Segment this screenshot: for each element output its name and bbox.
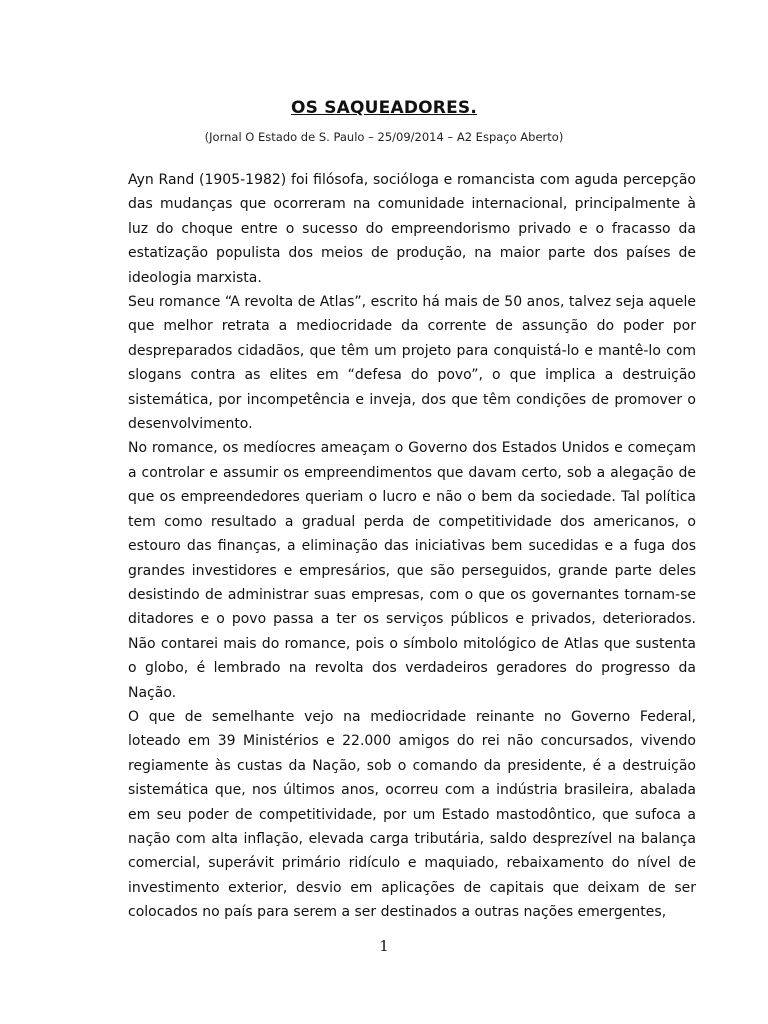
paragraph-2: Seu romance “A revolta de Atlas”, escrito há mais de 50 anos, talvez seja aquele que melhor retrata a mediocridade da corrente de assunção do poder por despreparados cidadãos, que têm um projeto para conquistá-lo e mantê-lo com slogans contra as elites em “defesa do povo”, o que implica a destruição sistemática, por incompetência e inveja, dos que têm condições de promover o desenvolvimento. [128, 294, 696, 433]
paragraph-3: No romance, os medíocres ameaçam o Governo dos Estados Unidos e começam a controlar e assumir os empreendimentos que davam certo, sob a alegação de que os empreendedores queriam o lucro e não o bem da sociedade. Tal política tem como resultado a gradual perda de competitividade dos americanos, o estouro das finanças, a eliminação das iniciativas bem sucedidas e a fuga dos grandes investidores e empresários, que são perseguidos, grande parte deles desistindo de administrar suas empresas, com o que os governantes tornam-se ditadores e o povo passa a ter os serviços públicos e privados, deteriorados. Não contarei mais do romance, pois o símbolo mitológico de Atlas que sustenta o globo, é lembrado na revolta dos verdadeiros geradores do progresso da Nação. [128, 440, 696, 701]
document-body [128, 168, 696, 925]
page-number: 1 [379, 937, 389, 955]
paragraph-1: Ayn Rand (1905-1982) foi filósofa, socióloga e romancista com aguda percepção das mudanças que ocorreram na comunidade internacional, principalmente à luz do choque entre o sucesso do empreendorismo privado e o fracasso da estatização populista dos meios de produção, na maior parte dos países de ideologia marxista. [128, 172, 696, 286]
document-subtitle: (Jornal O Estado de S. Paulo – 25/09/2014 – A2 Espaço Aberto) [204, 130, 564, 144]
document-title: OS SAQUEADORES. [290, 98, 477, 118]
paragraph-4: O que de semelhante vejo na mediocridade reinante no Governo Federal, loteado em 39 Ministérios e 22.000 amigos do rei não concursados, vivendo regiamente às custas da Nação, sob o comando da presidente, é a destruição sistemática que, nos últimos anos, ocorreu com a indústria brasileira, abalada em seu poder de competitividade, por um Estado mastodôntico, que sufoca a nação com alta inflação, elevada carga tributária, saldo desprezível na balança comercial, superávit primário ridículo e maquiado, rebaixamento do nível de investimento exterior, desvio em aplicações de capitais que deixam de ser colocados no país para serem a ser destinados a outras nações emergentes, [128, 708, 696, 921]
